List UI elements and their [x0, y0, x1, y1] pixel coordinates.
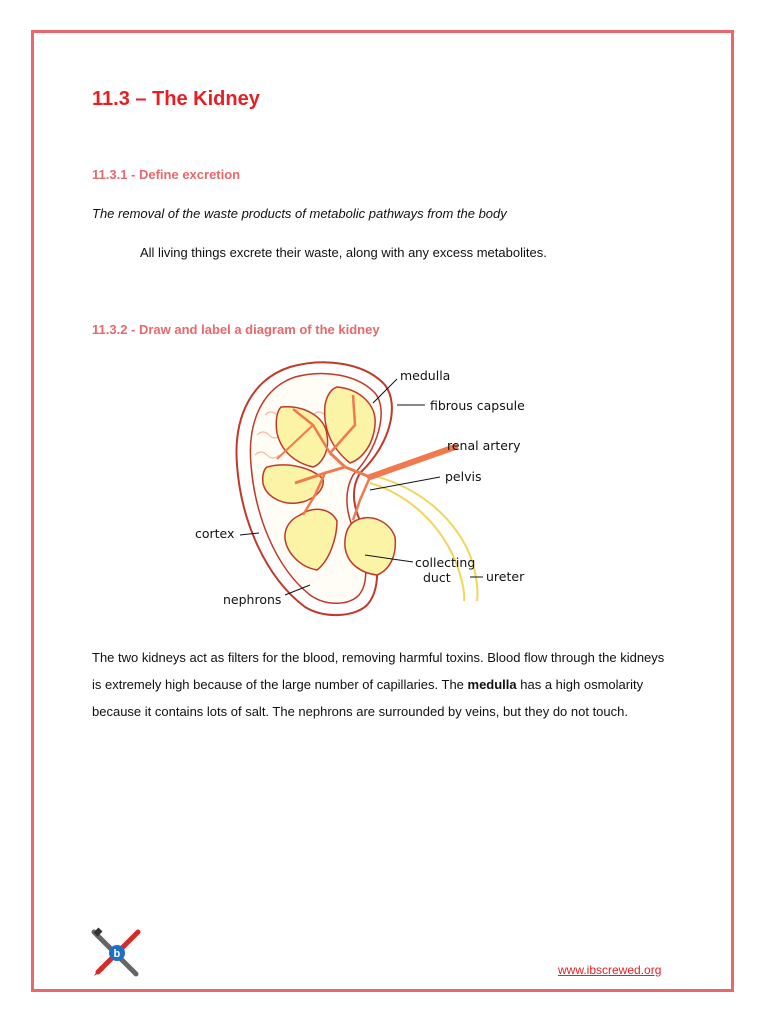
label-pelvis: pelvis [445, 469, 482, 484]
svg-text:b: b [113, 948, 121, 960]
label-duct: duct [423, 570, 451, 585]
paragraph-bold-medulla: medulla [467, 677, 517, 692]
ib-logo-icon [90, 926, 144, 980]
kidney-diagram [185, 355, 545, 625]
section-heading-diagram: 11.3.2 - Draw and label a diagram of the kidney [92, 322, 380, 337]
paragraph-part-2: has a high osmolarity because it contains lots of salt. The nephrons are surrounded by veins, but they do not touch. [92, 677, 644, 719]
website-link[interactable]: www.ibscrewed.org [558, 963, 662, 977]
section-heading-excretion: 11.3.1 - Define excretion [92, 167, 241, 182]
label-renal-artery: renal artery [447, 438, 521, 453]
label-ureter: ureter [486, 569, 525, 584]
excretion-note: All living things excrete their waste, along with any excess metabolites. [140, 245, 547, 260]
label-nephrons: nephrons [223, 592, 282, 607]
label-collecting: collecting [415, 555, 476, 570]
page-title: 11.3 – The Kidney [92, 88, 260, 110]
paragraph-part-1: The two kidneys act as filters for the blood, removing harmful toxins. Blood flow through the kidneys is extremely high because of the large number of capillaries. The [92, 650, 665, 692]
label-cortex: cortex [195, 526, 235, 541]
excretion-definition: The removal of the waste products of metabolic pathways from the body [92, 206, 507, 221]
kidney-paragraph [92, 644, 672, 725]
label-fibrous-capsule: fibrous capsule [430, 398, 525, 413]
label-medulla: medulla [400, 368, 451, 383]
